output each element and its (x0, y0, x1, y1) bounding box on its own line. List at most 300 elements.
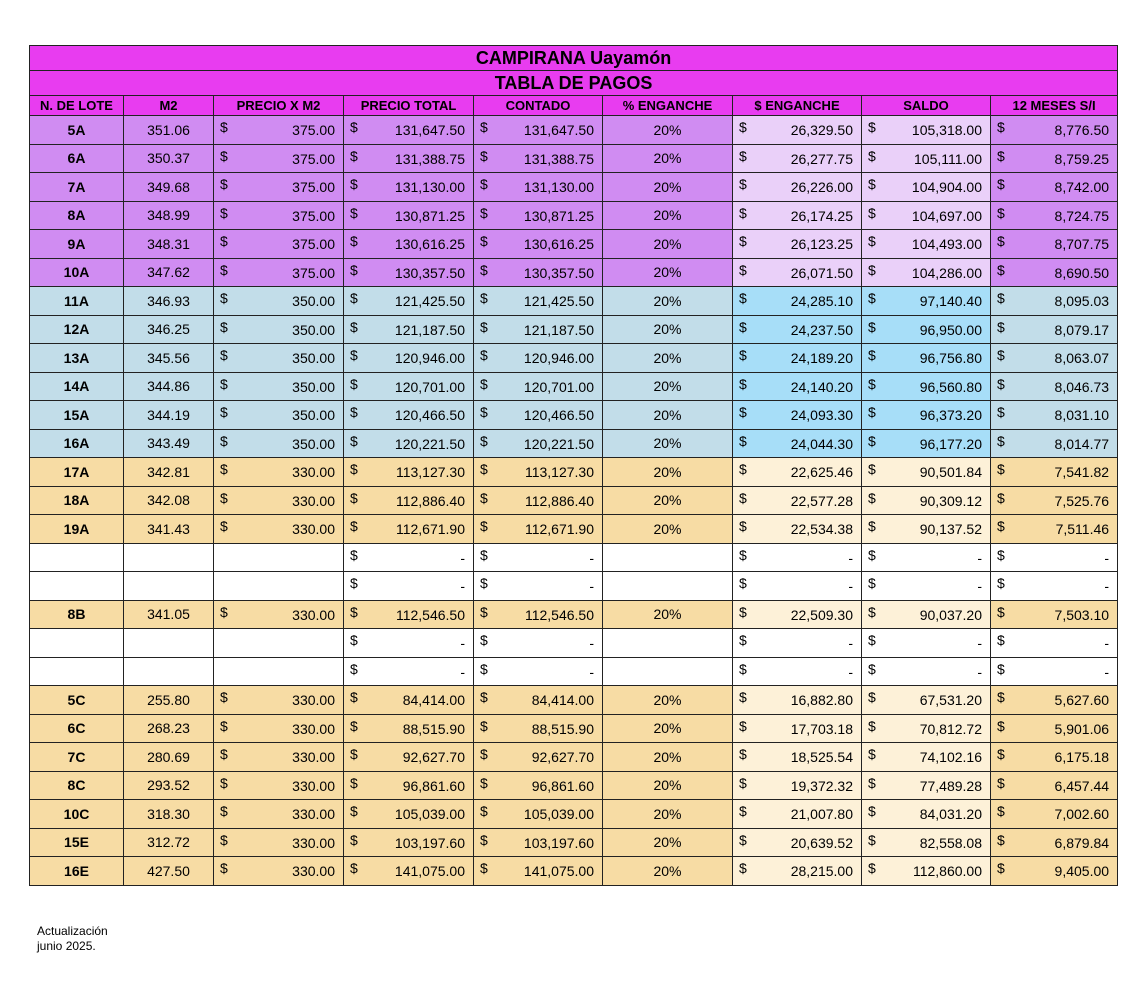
currency-symbol: $ (350, 860, 358, 876)
currency-symbol: $ (220, 119, 228, 135)
amount: - (589, 663, 594, 680)
cell-saldo (862, 116, 991, 145)
currency-symbol: $ (868, 204, 876, 221)
cell-precio-m2 (214, 543, 344, 572)
currency-symbol: $ (220, 290, 228, 306)
footnote-line: Actualización (37, 924, 108, 938)
amount: 330.00 (292, 464, 335, 480)
cell-meses (991, 543, 1118, 572)
cell-lote: 8C (30, 771, 124, 800)
cell-lote: 12A (30, 315, 124, 344)
amount: 20,639.52 (790, 834, 853, 851)
cell-lote: 15E (30, 828, 124, 857)
currency-symbol: $ (997, 831, 1005, 848)
table-row (30, 743, 1118, 772)
cell-precio-total (344, 714, 474, 743)
cell-lote: 16E (30, 857, 124, 886)
cell-precio-m2 (214, 144, 344, 173)
cell-precio-m2 (214, 258, 344, 287)
cell-precio-total (344, 657, 474, 686)
cell-enganche (733, 572, 862, 601)
cell-meses (991, 230, 1118, 259)
amount: 103,197.60 (523, 834, 594, 851)
currency-symbol: $ (350, 489, 358, 506)
cell-precio-total (344, 372, 474, 401)
cell-precio-total (344, 486, 474, 515)
cell-pct (603, 543, 733, 572)
cell-contado (474, 230, 603, 259)
amount: 120,946.00 (394, 350, 465, 366)
cell-lote: 10A (30, 258, 124, 287)
currency-symbol: $ (997, 603, 1005, 620)
amount: 6,879.84 (1054, 834, 1110, 851)
currency-symbol: $ (480, 603, 488, 620)
amount: 82,558.08 (919, 834, 982, 851)
amount: 375.00 (292, 150, 335, 167)
cell-meses (991, 743, 1118, 772)
column-header: N. DE LOTE (30, 96, 124, 116)
amount: 96,950.00 (919, 321, 982, 338)
cell-precio-m2 (214, 515, 344, 544)
table-row (30, 486, 1118, 515)
cell-pct: 20% (603, 287, 733, 316)
amount: 330.00 (292, 692, 335, 708)
currency-symbol: $ (220, 603, 228, 620)
table-row (30, 686, 1118, 715)
amount: - (1104, 578, 1110, 594)
amount: 8,776.50 (1054, 122, 1110, 138)
currency-symbol: $ (480, 831, 488, 848)
amount: 7,541.82 (1054, 464, 1110, 480)
amount: 112,886.40 (395, 492, 465, 509)
currency-symbol: $ (220, 404, 228, 420)
currency-symbol: $ (480, 461, 488, 477)
cell-pct: 20% (603, 828, 733, 857)
currency-symbol: $ (220, 375, 228, 392)
cell-meses (991, 144, 1118, 173)
currency-symbol: $ (350, 746, 358, 762)
column-header: CONTADO (474, 96, 603, 116)
cell-enganche (733, 714, 862, 743)
amount: 121,187.50 (523, 321, 594, 338)
cell-contado (474, 771, 603, 800)
cell-enganche (733, 686, 862, 715)
cell-contado (474, 743, 603, 772)
amount: 112,671.90 (395, 521, 465, 537)
currency-symbol: $ (739, 803, 747, 819)
currency-symbol: $ (350, 375, 358, 392)
amount: 330.00 (292, 492, 335, 509)
currency-symbol: $ (350, 803, 358, 819)
amount: 22,577.28 (790, 492, 853, 509)
cell-saldo (862, 714, 991, 743)
cell-precio-total (344, 458, 474, 487)
cell-saldo (862, 771, 991, 800)
currency-symbol: $ (739, 660, 747, 677)
amount: 26,226.00 (790, 179, 853, 195)
cell-meses (991, 287, 1118, 316)
table-row (30, 543, 1118, 572)
cell-pct: 20% (603, 857, 733, 886)
currency-symbol: $ (220, 318, 228, 335)
currency-symbol: $ (997, 233, 1005, 249)
currency-symbol: $ (739, 432, 747, 449)
cell-contado (474, 828, 603, 857)
cell-enganche (733, 144, 862, 173)
cell-enganche (733, 657, 862, 686)
cell-precio-total (344, 344, 474, 373)
amount: 84,414.00 (402, 692, 465, 708)
amount: 330.00 (292, 521, 335, 537)
cell-enganche (733, 486, 862, 515)
currency-symbol: $ (220, 147, 228, 164)
currency-symbol: $ (739, 575, 747, 591)
amount: 5,901.06 (1054, 720, 1110, 737)
cell-m2: 344.86 (124, 372, 214, 401)
cell-precio-m2 (214, 458, 344, 487)
amount: 8,046.73 (1054, 378, 1110, 395)
cell-enganche (733, 287, 862, 316)
cell-meses (991, 201, 1118, 230)
currency-symbol: $ (997, 774, 1005, 791)
currency-symbol: $ (868, 404, 876, 420)
amount: 121,425.50 (523, 293, 594, 309)
amount: 112,546.50 (524, 606, 594, 623)
cell-saldo (862, 857, 991, 886)
cell-m2: 342.08 (124, 486, 214, 515)
cell-m2: 351.06 (124, 116, 214, 145)
currency-symbol: $ (997, 489, 1005, 506)
cell-saldo (862, 315, 991, 344)
cell-contado (474, 344, 603, 373)
cell-pct: 20% (603, 800, 733, 829)
cell-precio-m2 (214, 344, 344, 373)
currency-symbol: $ (480, 518, 488, 534)
cell-saldo (862, 230, 991, 259)
cell-m2 (124, 572, 214, 601)
table-title: CAMPIRANA Uayamón (30, 46, 1118, 71)
amount: 104,697.00 (911, 207, 982, 224)
cell-contado (474, 315, 603, 344)
amount: 131,130.00 (394, 179, 465, 195)
currency-symbol: $ (739, 261, 747, 278)
cell-precio-total (344, 800, 474, 829)
currency-symbol: $ (480, 660, 488, 677)
cell-m2: 346.93 (124, 287, 214, 316)
cell-precio-m2 (214, 401, 344, 430)
amount: 350.00 (292, 407, 335, 423)
amount: 8,014.77 (1054, 435, 1110, 452)
footnote (37, 924, 108, 954)
amount: 104,904.00 (911, 179, 982, 195)
cell-pct (603, 572, 733, 601)
amount: - (1104, 635, 1110, 651)
amount: 6,175.18 (1054, 749, 1110, 765)
currency-symbol: $ (350, 546, 358, 563)
currency-symbol: $ (739, 318, 747, 335)
cell-lote: 11A (30, 287, 124, 316)
amount: - (848, 578, 853, 594)
cell-saldo (862, 572, 991, 601)
amount: 104,286.00 (911, 264, 982, 281)
amount: 105,039.00 (394, 806, 465, 822)
table-row (30, 287, 1118, 316)
cell-enganche (733, 800, 862, 829)
cell-contado (474, 287, 603, 316)
amount: 105,039.00 (523, 806, 594, 822)
currency-symbol: $ (997, 746, 1005, 762)
currency-symbol: $ (739, 347, 747, 363)
cell-precio-total (344, 572, 474, 601)
amount: 350.00 (292, 293, 335, 309)
cell-precio-total (344, 201, 474, 230)
amount: - (460, 635, 465, 651)
cell-meses (991, 372, 1118, 401)
table-row (30, 828, 1118, 857)
cell-pct: 20% (603, 315, 733, 344)
cell-pct: 20% (603, 771, 733, 800)
amount: 120,221.50 (394, 435, 465, 452)
amount: 92,627.70 (402, 749, 465, 765)
amount: 7,525.76 (1054, 492, 1110, 509)
amount: 112,860.00 (912, 863, 982, 879)
table-body (30, 116, 1118, 886)
currency-symbol: $ (739, 233, 747, 249)
amount: 8,724.75 (1054, 207, 1110, 224)
amount: 90,037.20 (919, 606, 982, 623)
currency-symbol: $ (480, 860, 488, 876)
cell-pct: 20% (603, 401, 733, 430)
currency-symbol: $ (350, 717, 358, 734)
amount: - (589, 635, 594, 651)
amount: 131,647.50 (394, 122, 465, 138)
amount: 22,509.30 (790, 606, 853, 623)
currency-symbol: $ (220, 233, 228, 249)
table-row (30, 600, 1118, 629)
amount: 96,560.80 (919, 378, 982, 395)
currency-symbol: $ (480, 347, 488, 363)
amount: 24,140.20 (790, 378, 853, 395)
cell-meses (991, 173, 1118, 202)
amount: 8,759.25 (1054, 150, 1110, 167)
amount: 103,197.60 (394, 834, 465, 851)
cell-contado (474, 657, 603, 686)
amount: 131,388.75 (394, 150, 465, 167)
cell-contado (474, 429, 603, 458)
table-row (30, 201, 1118, 230)
column-header-row (30, 96, 1118, 116)
cell-precio-total (344, 173, 474, 202)
currency-symbol: $ (739, 546, 747, 563)
currency-symbol: $ (350, 632, 358, 648)
column-header: SALDO (862, 96, 991, 116)
currency-symbol: $ (997, 632, 1005, 648)
currency-symbol: $ (350, 318, 358, 335)
currency-symbol: $ (868, 432, 876, 449)
amount: 96,861.60 (402, 777, 465, 794)
currency-symbol: $ (868, 233, 876, 249)
currency-symbol: $ (997, 803, 1005, 819)
cell-meses (991, 486, 1118, 515)
amount: 120,221.50 (523, 435, 594, 452)
amount: 113,127.30 (524, 464, 594, 480)
cell-m2: 345.56 (124, 344, 214, 373)
amount: 113,127.30 (395, 464, 465, 480)
cell-saldo (862, 458, 991, 487)
currency-symbol: $ (868, 147, 876, 164)
currency-symbol: $ (868, 347, 876, 363)
footnote-line: junio 2025. (37, 939, 96, 953)
cell-enganche (733, 401, 862, 430)
cell-contado (474, 714, 603, 743)
table-row (30, 344, 1118, 373)
cell-saldo (862, 800, 991, 829)
cell-lote: 18A (30, 486, 124, 515)
amount: 120,946.00 (523, 350, 594, 366)
currency-symbol: $ (868, 119, 876, 135)
currency-symbol: $ (480, 689, 488, 705)
amount: 130,871.25 (394, 207, 465, 224)
table-row (30, 429, 1118, 458)
cell-precio-total (344, 771, 474, 800)
amount: 8,707.75 (1054, 236, 1110, 252)
currency-symbol: $ (739, 147, 747, 164)
cell-meses (991, 458, 1118, 487)
amount: 84,031.20 (919, 806, 982, 822)
cell-enganche (733, 201, 862, 230)
amount: 330.00 (292, 863, 335, 879)
amount: 120,701.00 (523, 378, 594, 395)
cell-m2: 342.81 (124, 458, 214, 487)
cell-m2: 341.05 (124, 600, 214, 629)
amount: 92,627.70 (531, 749, 594, 765)
cell-contado (474, 173, 603, 202)
currency-symbol: $ (997, 432, 1005, 449)
currency-symbol: $ (997, 575, 1005, 591)
currency-symbol: $ (868, 461, 876, 477)
table-row (30, 401, 1118, 430)
cell-precio-m2 (214, 629, 344, 658)
cell-m2: 427.50 (124, 857, 214, 886)
currency-symbol: $ (997, 375, 1005, 392)
currency-symbol: $ (868, 803, 876, 819)
cell-lote: 7A (30, 173, 124, 202)
currency-symbol: $ (739, 689, 747, 705)
cell-enganche (733, 857, 862, 886)
amount: 8,031.10 (1054, 407, 1110, 423)
currency-symbol: $ (997, 404, 1005, 420)
amount: 131,388.75 (523, 150, 594, 167)
cell-m2: 255.80 (124, 686, 214, 715)
currency-symbol: $ (350, 432, 358, 449)
cell-precio-total (344, 743, 474, 772)
amount: 375.00 (292, 179, 335, 195)
cell-precio-m2 (214, 315, 344, 344)
currency-symbol: $ (350, 461, 358, 477)
cell-enganche (733, 458, 862, 487)
cell-saldo (862, 515, 991, 544)
cell-contado (474, 258, 603, 287)
amount: 105,111.00 (914, 150, 982, 167)
amount: 74,102.16 (919, 749, 982, 765)
amount: 67,531.20 (919, 692, 982, 708)
amount: 7,511.46 (1055, 521, 1110, 537)
amount: 70,812.72 (919, 720, 982, 737)
currency-symbol: $ (480, 774, 488, 791)
currency-symbol: $ (868, 375, 876, 392)
cell-pct: 20% (603, 686, 733, 715)
table-row (30, 771, 1118, 800)
cell-m2: 341.43 (124, 515, 214, 544)
cell-lote: 7C (30, 743, 124, 772)
amount: 131,647.50 (523, 122, 594, 138)
payments-table (29, 45, 1118, 886)
cell-saldo (862, 629, 991, 658)
cell-meses (991, 429, 1118, 458)
cell-m2 (124, 657, 214, 686)
cell-precio-m2 (214, 657, 344, 686)
amount: 130,357.50 (523, 264, 594, 281)
cell-saldo (862, 743, 991, 772)
cell-pct: 20% (603, 144, 733, 173)
cell-pct (603, 629, 733, 658)
cell-saldo (862, 429, 991, 458)
currency-symbol: $ (997, 176, 1005, 192)
currency-symbol: $ (997, 860, 1005, 876)
cell-precio-m2 (214, 743, 344, 772)
currency-symbol: $ (868, 746, 876, 762)
cell-m2 (124, 629, 214, 658)
cell-lote: 8A (30, 201, 124, 230)
currency-symbol: $ (480, 803, 488, 819)
cell-meses (991, 686, 1118, 715)
cell-contado (474, 458, 603, 487)
cell-contado (474, 401, 603, 430)
amount: 120,466.50 (523, 407, 594, 423)
currency-symbol: $ (480, 204, 488, 221)
cell-meses (991, 401, 1118, 430)
currency-symbol: $ (997, 518, 1005, 534)
cell-precio-total (344, 315, 474, 344)
cell-enganche (733, 543, 862, 572)
amount: 24,093.30 (790, 407, 853, 423)
amount: 24,285.10 (790, 293, 853, 309)
currency-symbol: $ (739, 603, 747, 620)
column-header: PRECIO X M2 (214, 96, 344, 116)
currency-symbol: $ (997, 347, 1005, 363)
cell-pct: 20% (603, 258, 733, 287)
currency-symbol: $ (868, 318, 876, 335)
cell-pct: 20% (603, 372, 733, 401)
currency-symbol: $ (480, 290, 488, 306)
table-row (30, 515, 1118, 544)
amount: 112,671.90 (524, 521, 594, 537)
cell-lote: 5C (30, 686, 124, 715)
cell-meses (991, 572, 1118, 601)
currency-symbol: $ (868, 660, 876, 677)
amount: 96,373.20 (919, 407, 982, 423)
amount: 6,457.44 (1054, 777, 1110, 794)
currency-symbol: $ (997, 717, 1005, 734)
amount: 350.00 (292, 435, 335, 452)
amount: 112,546.50 (395, 606, 465, 623)
currency-symbol: $ (868, 831, 876, 848)
cell-precio-m2 (214, 372, 344, 401)
currency-symbol: $ (868, 489, 876, 506)
table-row (30, 258, 1118, 287)
cell-lote: 15A (30, 401, 124, 430)
amount: 24,044.30 (790, 435, 853, 452)
